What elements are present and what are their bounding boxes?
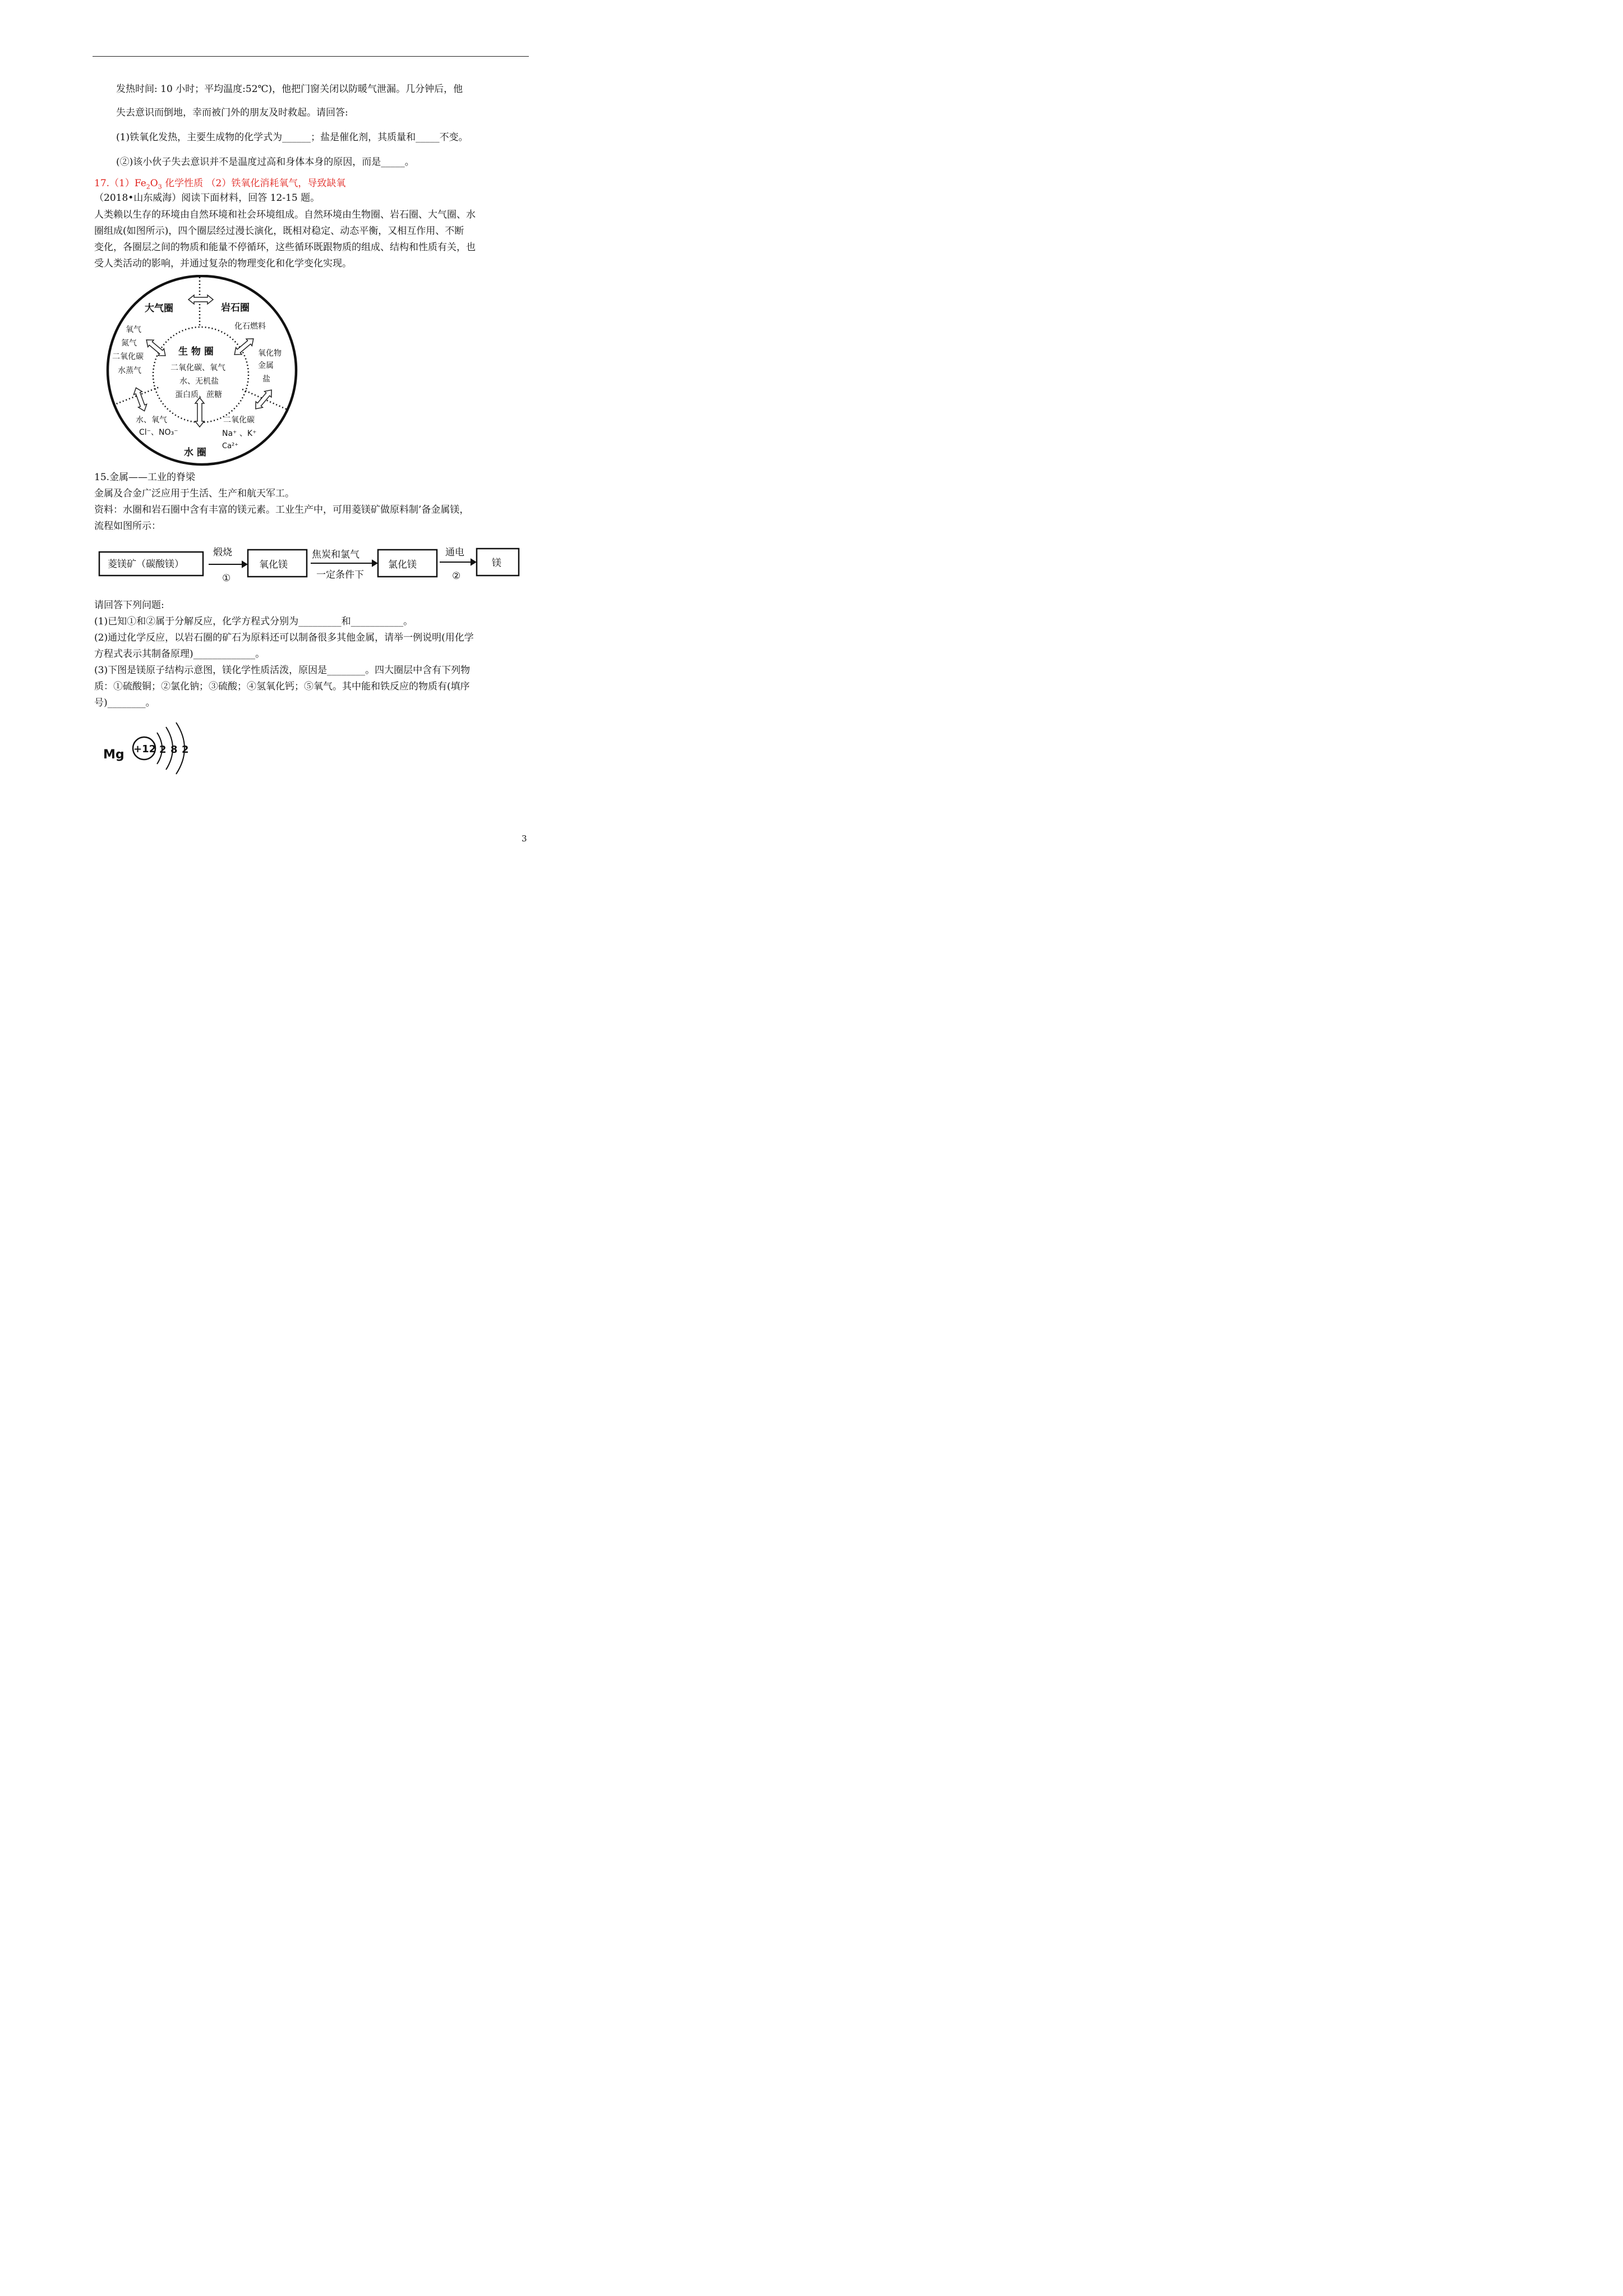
biosphere-title: 生 物 圈 — [178, 346, 214, 357]
double-arrow-icon — [232, 335, 256, 358]
shell-electrons: 2 — [159, 744, 167, 756]
flow-arrow1-bottom: ① — [222, 573, 231, 584]
hydrosphere-title: 水 圈 — [184, 447, 206, 458]
q15-line: 资料：水圈和岩石圈中含有丰富的镁元素。工业生产中，可用菱镁矿做原料制’备金属镁， — [94, 504, 469, 516]
intro-line: 人类赖以生存的环境由自然环境和社会环境组成。自然环境由生物圈、岩石圈、大气圈、水 — [94, 209, 476, 220]
double-arrow-icon — [195, 398, 204, 427]
flow-box4-label: 镁 — [492, 558, 501, 569]
hydrosphere-item: Ca²⁺ — [222, 442, 239, 450]
lithosphere-title: 岩石圈 — [221, 302, 250, 314]
question-2-cont: 方程式表示其制备原理)_____________。 — [94, 648, 265, 660]
flow-arrow2-top: 焦炭和氯气 — [312, 549, 359, 560]
lithosphere-item: 化石燃料 — [234, 322, 266, 331]
atmosphere-title: 大气圈 — [145, 303, 173, 314]
atmosphere-item: 水蒸气 — [118, 366, 141, 375]
flow-box3-label: 氯化镁 — [388, 559, 417, 570]
q15-line: 流程如图所示： — [94, 521, 161, 532]
q15-title: 15.金属——工业的脊梁 — [94, 472, 196, 483]
shell-electrons: 2 — [182, 744, 189, 756]
shell-electrons: 8 — [170, 744, 178, 756]
flow-arrow1-top: 煅烧 — [213, 547, 232, 558]
lithosphere-item: 金属 — [258, 361, 274, 370]
atmosphere-item: 二氧化碳 — [112, 352, 144, 361]
intro-line: 受人类活动的影响，并通过复杂的物理变化和化学变化实现。 — [94, 258, 352, 269]
flow-box2-label: 氧化镁 — [259, 559, 288, 570]
double-arrow-icon — [188, 295, 213, 304]
atmosphere-item: 氧气 — [126, 325, 141, 334]
biosphere-item: 蛋白质、蔗糖 — [175, 390, 222, 399]
question-2: (2)通过化学反应，以岩石圈的矿石为原料还可以制备很多其他金属，请举一例说明(用化学 — [94, 632, 474, 643]
questions-lead: 请回答下列问题: — [94, 600, 164, 611]
mg-atom-diagram — [101, 718, 202, 780]
page-number: 3 — [522, 834, 527, 844]
hydrosphere-item: Cl⁻、NO₃⁻ — [139, 428, 178, 437]
question-1: (1)已知①和②属于分解反应，化学方程式分别为_________和___________。 — [94, 616, 413, 627]
biosphere-item: 水、无机盐 — [179, 377, 219, 386]
flow-arrow3-top: 通电 — [445, 547, 464, 558]
lithosphere-item: 盐 — [262, 375, 270, 384]
question-1: (1)铁氧化发热，主要生成物的化学式为______；盐是催化剂，其质量和_____不变。 — [116, 132, 468, 143]
question-3: (3)下图是镁原子结构示意图，镁化学性质活泼，原因是________。四大圈层中含有下列物 — [94, 665, 471, 676]
atmosphere-item: 氮气 — [121, 339, 137, 348]
hydrosphere-item: 水、氧气 — [136, 416, 167, 425]
double-arrow-icon — [144, 337, 168, 360]
sphere-diagram — [101, 275, 308, 468]
flow-arrow2-bottom: 一定条件下 — [316, 569, 364, 581]
q15-line: 金属及合金广泛应用于生活、生产和航天军工。 — [94, 488, 294, 499]
flow-arrow3-bottom: ② — [452, 570, 461, 582]
flow-box1-label: 菱镁矿（碳酸镁） — [108, 559, 184, 570]
biosphere-item: 二氧化碳、氧气 — [170, 364, 225, 372]
nucleus-charge: +12 — [133, 743, 156, 755]
header-rule — [93, 56, 529, 57]
paragraph-line: 失去意识而倒地，幸而被门外的朋友及时救起。请回答: — [116, 107, 348, 118]
question-2: (②)该小伙子失去意识并不是温度过高和身体本身的原因，而是_____。 — [116, 157, 414, 168]
intro-line: 圈组成(如图所示)，四个圈层经过漫长演化，既相对稳定、动态平衡，又相互作用、不断 — [94, 226, 464, 237]
double-arrow-icon — [252, 387, 275, 412]
question-3-cont: 号)________。 — [94, 697, 155, 708]
double-arrow-icon — [132, 386, 149, 413]
paragraph-line: 发热时间: 10 小时；平均温度:52℃)，他把门窗关闭以防暖气泄漏。几分钟后，他 — [116, 84, 463, 95]
intro-line: 变化，各圈层之间的物质和能量不停循环，这些循环既跟物质的组成、结构和性质有关，也 — [94, 242, 476, 253]
mg-symbol: Mg — [103, 748, 125, 762]
answer-17: $17.(1)Fe_2O_3$ 化学性质 （2）铁氧化消耗氧气，导致缺氧 — [94, 178, 346, 191]
hydrosphere-item: 二氧化碳 — [223, 416, 255, 425]
lithosphere-item: 氧化物 — [258, 349, 282, 358]
flow-diagram — [95, 539, 527, 592]
question-3-cont: 质：①硫酸铜；②氯化钠；③硫酸；④氢氧化钙；⑤氧气。其中能和铁反应的物质有(填序 — [94, 681, 470, 692]
hydrosphere-item: Na⁺ 、K⁺ — [222, 429, 257, 438]
source-line: （2018•山东威海）阅读下面材料，回答 12-15 题。 — [94, 192, 320, 204]
